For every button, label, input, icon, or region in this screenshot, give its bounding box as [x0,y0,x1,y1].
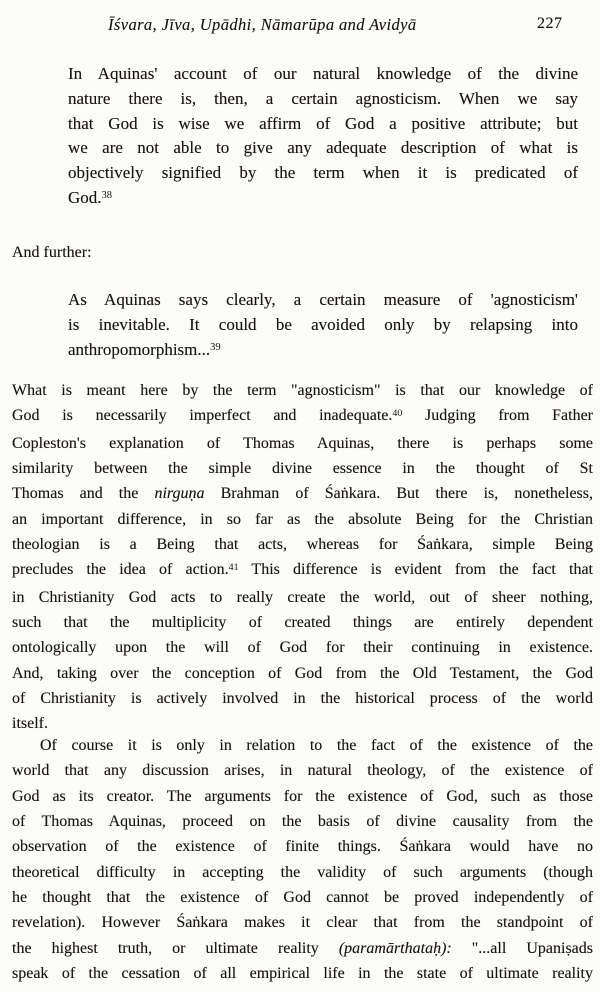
text-line [12,403,593,430]
text-line [12,557,593,584]
text-segment: in Christianity God acts to really create the world, out of sheer nothing, [12,588,593,606]
lead-in-text: And further: [12,244,92,261]
text-line [12,961,593,986]
text-line [12,481,593,506]
text-line [12,661,593,686]
text-segment: God. [68,187,102,207]
text-line [12,532,593,557]
text-segment: ontologically upon the will of God for their continuing in existence. [12,639,593,657]
text-line [68,112,578,137]
text-line [12,378,593,403]
text-segment: God is necessarily imperfect and inadequate. [12,407,393,425]
text-segment: (paramārthataḥ): [338,939,452,957]
text-line [12,860,593,885]
blockquote-aquinas-natural-knowledge [68,62,578,214]
text-line [68,186,578,214]
text-line [12,431,593,456]
text-segment: revelation). However Śaṅkara makes it clear that from the standpoint of [12,914,593,932]
text-segment: God as its creator. The arguments for the existence of God, such as those [12,787,593,805]
text-segment: theologian is a Being that acts, whereas for Śaṅkara, simple Being [12,536,593,554]
text-segment: Copleston's explanation of Thomas Aquinas, there is perhaps some [12,434,593,452]
text-line [12,936,593,961]
text-segment: objectively signified by the term when it is predicated of [68,163,578,183]
text-segment: As Aquinas says clearly, a certain measure of 'agnosticism' [68,290,578,309]
text-segment: world that any discussion arises, in natural theology, of the existence of [12,762,593,780]
text-segment: is inevitable. It could be avoided only by relapsing into [68,314,578,334]
paragraph-agnosticism-discussion [12,378,593,737]
text-segment: theoretical difficulty in accepting the validity of such arguments (though [12,863,593,881]
text-segment: we are not able to give any adequate description of what is [68,138,578,158]
text-segment: In Aquinas' account of our natural knowledge of the divine [68,64,578,83]
text-line [12,885,593,910]
text-line [12,610,593,635]
text-segment: Thomas and the [12,485,155,503]
text-line [12,686,593,711]
footnote-reference: 39 [210,341,221,353]
text-line [12,635,593,660]
text-segment: Of course it is only in relation to the fact of the existence of the [40,737,593,754]
footnote-reference: 38 [101,190,113,202]
text-segment: "...all Upaniṣads [451,939,593,957]
text-segment: of Christianity is actively involved in the historical process of the world [12,690,593,708]
text-segment: similarity between the simple divine essence in the thought of St [12,460,593,478]
text-line [12,456,593,481]
text-segment: Judging from Father [402,407,593,425]
footnote-reference: 40 [392,407,403,419]
text-segment: anthropomorphism... [68,339,211,359]
text-segment: the highest truth, or ultimate reality [12,939,339,957]
text-line [12,834,593,859]
text-line [12,507,593,532]
text-line [12,758,593,783]
page-header [0,15,600,37]
text-line [68,313,578,338]
text-segment: itself. [12,715,48,733]
page-number: 227 [537,15,563,32]
text-segment: observation of the existence of finite things. Śaṅkara would have no [12,838,593,856]
text-line [68,288,578,313]
running-title: Īśvara, Jīva, Upādhi, Nāmarūpa and Avidyā [108,15,417,34]
text-line [12,910,593,935]
text-line [12,733,593,758]
text-segment: What is meant here by the term "agnosticism" is that our knowledge of [12,382,593,399]
text-line [68,87,578,112]
text-segment: he thought that the existence of God cannot be proved independently of [12,889,593,907]
text-line [68,62,578,87]
text-line [12,809,593,834]
text-line [68,161,578,186]
text-segment: of Thomas Aquinas, proceed on the basis of divine causality from the [12,813,593,831]
text-segment: nirguṇa [154,485,205,503]
text-segment: speak of the cessation of all empirical life in the state of ultimate reality [12,965,593,983]
text-segment: This difference is evident from the fact that [238,561,594,579]
text-segment: nature there is, then, a certain agnosticism. When we say [68,88,578,108]
paragraph-existence-of-god [12,733,593,986]
footnote-reference: 41 [228,561,239,573]
text-segment: precludes the idea of action. [12,561,229,579]
text-segment: Brahman of Śaṅkara. But there is, nonetheless, [204,485,593,503]
text-line [12,784,593,809]
text-line [68,136,578,161]
text-segment: And, taking over the conception of God from the Old Testament, the God [12,664,593,682]
text-segment: that God is wise we affirm of God a positive attribute; but [68,113,578,133]
text-line [12,585,593,610]
text-line [68,338,578,366]
text-segment: such that the multiplicity of created things are entirely dependent [12,614,593,632]
text-segment: an important difference, in so far as the absolute Being for the Christian [12,510,593,528]
blockquote-aquinas-agnosticism [68,288,578,365]
